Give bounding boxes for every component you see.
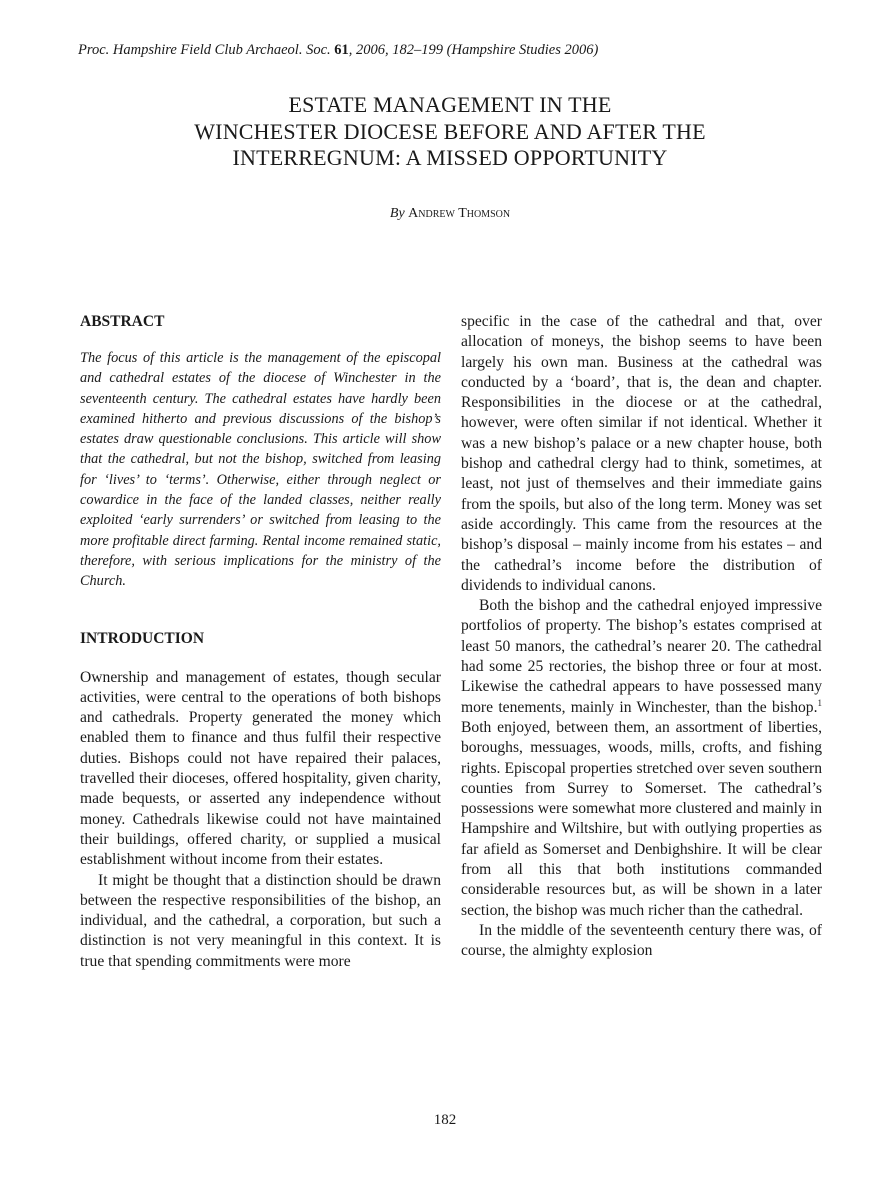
intro-paragraph-2-continued: specific in the case of the cathedral and that, over allocation of moneys, the bishop seems to have been largely his own man. Business at the cathedral was conducted by a ‘board’, that is, the dean and chapter. Responsibilities in the diocese or at the cathedral, however, were often similar if not identical. Whether it was a new bishop’s palace or a new chapter house, both bishop and cathedral clergy had to think, sometimes, at least, not just of themselves and their immediate gains from the spoils, but also of the long term. Money was set aside accordingly. This came from the resources at the bishop’s disposal – mainly income from his estates – and the cathedral’s income before the distribution of dividends to individual canons. [461,313,822,594]
intro-paragraph-3 [461,596,822,921]
title-line-2: WINCHESTER DIOCESE BEFORE AND AFTER THE [194,118,706,144]
intro-paragraph-2: It might be thought that a distinction should be drawn between the respective responsibilities of the bishop, an individual, and the cathedral, a corporation, but such a distinction is not very meaningful in this context. It is true that spending commitments were more [80,871,441,970]
author-name: Andrew Thomson [408,206,511,221]
right-column [461,312,822,962]
intro-paragraph-3-part-1: Both the bishop and the cathedral enjoyed impressive portfolios of property. The bishop’s estates comprised at least 50 manors, the cathedral’s nearer 20. The cathedral had some 25 rectories, the bishop three or four at most. Likewise the cathedral appears to have possessed many more tenements, mainly in Winchester, than the bishop. [461,597,822,716]
introduction-heading: INTRODUCTION [80,629,205,647]
title-line-3: INTERREGNUM: A MISSED OPPORTUNITY [232,145,668,170]
byline-by: By [389,206,405,221]
intro-paragraph-4: In the middle of the seventeenth century there was, of course, the almighty explosion [461,921,822,960]
page-number: 182 [433,1112,457,1128]
intro-paragraph-1: Ownership and management of estates, though secular activities, were central to the operations of both bishops and cathedrals. Property generated the money which enabled them to finance and thus fulfil their respective duties. Bishops could not have repaired their palaces, travelled their dioceses, offered hospitality, given charity, made bequests, or asserted any independence without money. Cathedrals likewise could not have maintained their buildings, offered charity, or supplied a musical establishment without income from their estates. [80,668,441,869]
byline [70,206,830,222]
journal-name: Proc. Hampshire Field Club Archaeol. Soc. [78,42,331,58]
title-line-1: ESTATE MANAGEMENT IN THE [288,92,612,117]
left-column [80,312,441,972]
intro-paragraph-3-part-2: Both enjoyed, between them, an assortment of liberties, boroughs, messuages, woods, mills, crofts, and fishing rights. Episcopal properties stretched over seven southern counties from Surrey to Somerset. The cathedral’s possessions were somewhat more clustered and mainly in Hampshire and Wiltshire, but with outlying properties as far afield as Somerset and Denbighshire. It will be clear from all this that both institutions commanded considerable resources but, as will be shown in a later section, the bishop was much richer than the cathedral. [461,718,822,919]
journal-details: , 2006, 182–199 (Hampshire Studies 2006) [348,42,599,58]
abstract-text: The focus of this article is the management of the episcopal and cathedral estates of the diocese of Winchester in the seventeenth century. The cathedral estates have hardly been examined hitherto and previous discussions of the bishop’s estates draw questionable conclusions. This article will show that the cathedral, but not the bishop, switched from leasing for ‘lives’ to ‘terms’. Otherwise, either through neglect or cowardice in the face of the landed classes, neither really exploited ‘early surrenders’ or switched from leasing to the more profitable direct farming. Rental income remained static, therefore, with serious implications for the ministry of the Church. [80,350,441,590]
footnote-marker[interactable]: 1 [817,697,822,708]
abstract-heading: ABSTRACT [80,313,165,330]
article-title [70,92,830,172]
journal-reference [78,42,818,59]
journal-volume: 61 [334,42,349,58]
